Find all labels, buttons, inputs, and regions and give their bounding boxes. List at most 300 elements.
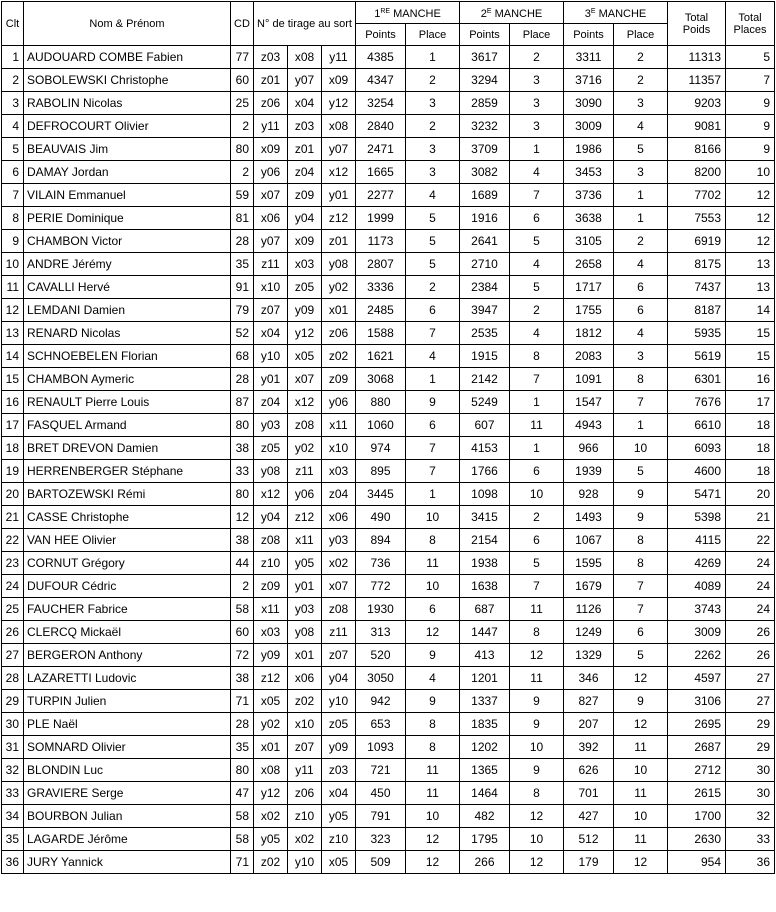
cell-draw-1: z10 <box>254 552 288 575</box>
cell-cd: 60 <box>231 621 254 644</box>
cell-place-1: 3 <box>406 138 460 161</box>
table-row <box>2 575 775 598</box>
cell-place-2: 7 <box>510 184 564 207</box>
cell-total-poids: 9203 <box>668 92 726 115</box>
cell-draw-2: z09 <box>288 184 322 207</box>
cell-points-2: 1766 <box>460 460 510 483</box>
cell-points-3: 827 <box>564 690 614 713</box>
cell-place-3: 11 <box>614 736 668 759</box>
cell-place-2: 4 <box>510 322 564 345</box>
cell-points-1: 1093 <box>356 736 406 759</box>
cell-place-2: 8 <box>510 621 564 644</box>
cell-draw-3: y06 <box>322 391 356 414</box>
cell-place-3: 9 <box>614 690 668 713</box>
cell-place-3: 7 <box>614 391 668 414</box>
cell-place-3: 8 <box>614 552 668 575</box>
cell-place-1: 5 <box>406 253 460 276</box>
cell-draw-2: x09 <box>288 230 322 253</box>
cell-points-2: 1337 <box>460 690 510 713</box>
cell-draw-3: x11 <box>322 414 356 437</box>
header-total-places <box>726 2 775 46</box>
cell-draw-3: y05 <box>322 805 356 828</box>
table-row <box>2 759 775 782</box>
cell-place-3: 4 <box>614 115 668 138</box>
cell-cd: 2 <box>231 115 254 138</box>
cell-name: LEMDANI Damien <box>24 299 231 322</box>
cell-draw-1: y05 <box>254 828 288 851</box>
cell-points-2: 2710 <box>460 253 510 276</box>
cell-points-3: 1812 <box>564 322 614 345</box>
cell-total-poids: 954 <box>668 851 726 874</box>
cell-total-poids: 3106 <box>668 690 726 713</box>
cell-cd: 28 <box>231 368 254 391</box>
cell-points-1: 3068 <box>356 368 406 391</box>
cell-name: SOBOLEWSKI Christophe <box>24 69 231 92</box>
table-row <box>2 115 775 138</box>
cell-draw-3: z11 <box>322 621 356 644</box>
table-header <box>2 2 775 46</box>
table-row <box>2 736 775 759</box>
cell-total-places: 10 <box>726 161 775 184</box>
table-row <box>2 161 775 184</box>
cell-cd: 44 <box>231 552 254 575</box>
cell-draw-1: z06 <box>254 92 288 115</box>
cell-place-3: 10 <box>614 759 668 782</box>
cell-total-poids: 7437 <box>668 276 726 299</box>
cell-name: PLE Naël <box>24 713 231 736</box>
cell-draw-3: x12 <box>322 161 356 184</box>
round-2-suffix: E <box>486 7 492 15</box>
cell-points-3: 701 <box>564 782 614 805</box>
cell-total-places: 36 <box>726 851 775 874</box>
cell-draw-2: y12 <box>288 322 322 345</box>
cell-draw-1: x08 <box>254 759 288 782</box>
cell-place-3: 2 <box>614 69 668 92</box>
header-draw-number: N° de tirage au sort <box>254 2 356 46</box>
cell-draw-3: y02 <box>322 276 356 299</box>
cell-place-1: 9 <box>406 690 460 713</box>
table-row <box>2 299 775 322</box>
cell-name: BLONDIN Luc <box>24 759 231 782</box>
cell-points-3: 392 <box>564 736 614 759</box>
table-row <box>2 92 775 115</box>
cell-total-places: 24 <box>726 552 775 575</box>
cell-total-poids: 6301 <box>668 368 726 391</box>
cell-rank: 14 <box>2 345 24 368</box>
cell-points-1: 721 <box>356 759 406 782</box>
cell-draw-1: z09 <box>254 575 288 598</box>
cell-place-3: 12 <box>614 667 668 690</box>
cell-draw-3: y08 <box>322 253 356 276</box>
cell-draw-1: z11 <box>254 253 288 276</box>
cell-cd: 52 <box>231 322 254 345</box>
cell-place-1: 5 <box>406 230 460 253</box>
header-points-2: Points <box>460 24 510 46</box>
results-table <box>1 1 775 874</box>
cell-draw-1: x06 <box>254 207 288 230</box>
cell-name: BRET DREVON Damien <box>24 437 231 460</box>
cell-total-poids: 2687 <box>668 736 726 759</box>
cell-points-2: 687 <box>460 598 510 621</box>
cell-points-1: 3254 <box>356 92 406 115</box>
cell-points-1: 509 <box>356 851 406 874</box>
cell-cd: 28 <box>231 713 254 736</box>
cell-place-1: 1 <box>406 483 460 506</box>
cell-total-places: 20 <box>726 483 775 506</box>
cell-total-places: 15 <box>726 345 775 368</box>
cell-points-2: 1098 <box>460 483 510 506</box>
cell-draw-1: x04 <box>254 322 288 345</box>
cell-rank: 11 <box>2 276 24 299</box>
cell-rank: 15 <box>2 368 24 391</box>
cell-draw-2: z05 <box>288 276 322 299</box>
cell-total-poids: 8175 <box>668 253 726 276</box>
cell-name: RABOLIN Nicolas <box>24 92 231 115</box>
cell-total-poids: 2695 <box>668 713 726 736</box>
cell-draw-1: x10 <box>254 276 288 299</box>
cell-draw-3: x08 <box>322 115 356 138</box>
cell-draw-1: z08 <box>254 529 288 552</box>
cell-place-1: 12 <box>406 851 460 874</box>
cell-points-2: 1915 <box>460 345 510 368</box>
cell-points-3: 928 <box>564 483 614 506</box>
cell-name: DAMAY Jordan <box>24 161 231 184</box>
cell-draw-3: z02 <box>322 345 356 368</box>
cell-rank: 2 <box>2 69 24 92</box>
cell-name: CASSE Christophe <box>24 506 231 529</box>
cell-total-places: 9 <box>726 138 775 161</box>
cell-place-1: 3 <box>406 92 460 115</box>
cell-points-1: 4347 <box>356 69 406 92</box>
cell-points-2: 482 <box>460 805 510 828</box>
cell-total-poids: 6610 <box>668 414 726 437</box>
cell-draw-2: y09 <box>288 299 322 322</box>
cell-total-places: 18 <box>726 460 775 483</box>
cell-draw-2: x05 <box>288 345 322 368</box>
table-row <box>2 552 775 575</box>
cell-draw-2: y03 <box>288 598 322 621</box>
cell-place-2: 12 <box>510 805 564 828</box>
cell-place-2: 2 <box>510 506 564 529</box>
table-row <box>2 368 775 391</box>
cell-place-3: 5 <box>614 460 668 483</box>
cell-cd: 68 <box>231 345 254 368</box>
cell-points-1: 880 <box>356 391 406 414</box>
cell-place-2: 5 <box>510 276 564 299</box>
cell-rank: 24 <box>2 575 24 598</box>
cell-place-1: 2 <box>406 69 460 92</box>
cell-place-2: 2 <box>510 299 564 322</box>
header-round-3 <box>564 2 668 24</box>
cell-place-3: 10 <box>614 805 668 828</box>
cell-rank: 26 <box>2 621 24 644</box>
cell-rank: 7 <box>2 184 24 207</box>
cell-total-poids: 2712 <box>668 759 726 782</box>
cell-draw-2: y07 <box>288 69 322 92</box>
cell-cd: 72 <box>231 644 254 667</box>
table-row <box>2 529 775 552</box>
cell-name: DUFOUR Cédric <box>24 575 231 598</box>
cell-total-poids: 11313 <box>668 46 726 69</box>
cell-draw-2: y04 <box>288 207 322 230</box>
cell-place-1: 10 <box>406 506 460 529</box>
cell-total-poids: 8166 <box>668 138 726 161</box>
cell-place-3: 5 <box>614 138 668 161</box>
cell-cd: 38 <box>231 437 254 460</box>
cell-total-places: 18 <box>726 414 775 437</box>
cell-points-3: 626 <box>564 759 614 782</box>
table-row <box>2 644 775 667</box>
cell-total-places: 29 <box>726 713 775 736</box>
cell-draw-1: y01 <box>254 368 288 391</box>
cell-points-3: 3090 <box>564 92 614 115</box>
cell-rank: 10 <box>2 253 24 276</box>
cell-total-places: 24 <box>726 598 775 621</box>
cell-points-2: 413 <box>460 644 510 667</box>
table-row <box>2 460 775 483</box>
cell-place-2: 8 <box>510 782 564 805</box>
cell-points-1: 895 <box>356 460 406 483</box>
cell-rank: 30 <box>2 713 24 736</box>
cell-points-3: 1755 <box>564 299 614 322</box>
header-total-poids <box>668 2 726 46</box>
cell-draw-3: z10 <box>322 828 356 851</box>
cell-draw-2: x08 <box>288 46 322 69</box>
round-3-label: MANCHE <box>595 7 647 20</box>
cell-name: BARTOZEWSKI Rémi <box>24 483 231 506</box>
cell-points-1: 1999 <box>356 207 406 230</box>
round-3-number: 3 <box>584 7 591 20</box>
cell-name: SCHNOEBELEN Florian <box>24 345 231 368</box>
cell-place-2: 11 <box>510 667 564 690</box>
cell-place-2: 1 <box>510 138 564 161</box>
table-row <box>2 828 775 851</box>
cell-points-3: 1547 <box>564 391 614 414</box>
cell-place-3: 4 <box>614 322 668 345</box>
cell-total-poids: 6093 <box>668 437 726 460</box>
cell-cd: 35 <box>231 253 254 276</box>
cell-place-2: 12 <box>510 851 564 874</box>
cell-name: VILAIN Emmanuel <box>24 184 231 207</box>
table-row <box>2 437 775 460</box>
cell-total-places: 16 <box>726 368 775 391</box>
cell-draw-1: y10 <box>254 345 288 368</box>
cell-draw-3: x02 <box>322 552 356 575</box>
cell-place-3: 4 <box>614 253 668 276</box>
cell-points-1: 736 <box>356 552 406 575</box>
cell-points-1: 2471 <box>356 138 406 161</box>
cell-total-poids: 5935 <box>668 322 726 345</box>
cell-draw-3: x05 <box>322 851 356 874</box>
cell-place-3: 7 <box>614 575 668 598</box>
cell-place-3: 6 <box>614 299 668 322</box>
cell-points-1: 4385 <box>356 46 406 69</box>
cell-points-1: 653 <box>356 713 406 736</box>
cell-name: ANDRE Jérémy <box>24 253 231 276</box>
cell-place-3: 9 <box>614 506 668 529</box>
cell-cd: 80 <box>231 414 254 437</box>
cell-points-2: 2535 <box>460 322 510 345</box>
cell-total-poids: 7553 <box>668 207 726 230</box>
cell-place-3: 3 <box>614 92 668 115</box>
cell-points-3: 1067 <box>564 529 614 552</box>
cell-points-2: 2384 <box>460 276 510 299</box>
cell-rank: 18 <box>2 437 24 460</box>
cell-place-1: 4 <box>406 667 460 690</box>
cell-rank: 23 <box>2 552 24 575</box>
cell-points-1: 942 <box>356 690 406 713</box>
cell-place-3: 11 <box>614 828 668 851</box>
table-row <box>2 207 775 230</box>
table-row <box>2 805 775 828</box>
cell-points-2: 1916 <box>460 207 510 230</box>
cell-rank: 17 <box>2 414 24 437</box>
cell-draw-2: z06 <box>288 782 322 805</box>
cell-rank: 21 <box>2 506 24 529</box>
cell-total-places: 27 <box>726 690 775 713</box>
header-place-3: Place <box>614 24 668 46</box>
cell-points-2: 3294 <box>460 69 510 92</box>
table-row <box>2 253 775 276</box>
cell-draw-1: z02 <box>254 851 288 874</box>
cell-draw-2: z11 <box>288 460 322 483</box>
cell-total-poids: 2630 <box>668 828 726 851</box>
cell-name: CAVALLI Hervé <box>24 276 231 299</box>
cell-place-3: 6 <box>614 621 668 644</box>
cell-points-3: 3638 <box>564 207 614 230</box>
round-3-suffix: E <box>590 7 596 15</box>
cell-place-1: 10 <box>406 575 460 598</box>
cell-cd: 59 <box>231 184 254 207</box>
header-place-2: Place <box>510 24 564 46</box>
cell-rank: 27 <box>2 644 24 667</box>
cell-points-3: 3453 <box>564 161 614 184</box>
table-row <box>2 713 775 736</box>
cell-cd: 12 <box>231 506 254 529</box>
table-row <box>2 782 775 805</box>
cell-place-1: 10 <box>406 805 460 828</box>
cell-place-1: 4 <box>406 345 460 368</box>
cell-name: FAUCHER Fabrice <box>24 598 231 621</box>
cell-place-1: 8 <box>406 529 460 552</box>
cell-total-places: 30 <box>726 759 775 782</box>
round-1-label: MANCHE <box>390 7 441 20</box>
cell-draw-2: x06 <box>288 667 322 690</box>
cell-name: CHAMBON Aymeric <box>24 368 231 391</box>
cell-rank: 32 <box>2 759 24 782</box>
cell-name: SOMNARD Olivier <box>24 736 231 759</box>
cell-points-3: 1939 <box>564 460 614 483</box>
cell-cd: 87 <box>231 391 254 414</box>
cell-draw-3: x01 <box>322 299 356 322</box>
cell-points-3: 3009 <box>564 115 614 138</box>
cell-draw-1: x01 <box>254 736 288 759</box>
cell-total-poids: 5398 <box>668 506 726 529</box>
cell-place-3: 8 <box>614 529 668 552</box>
cell-points-3: 1329 <box>564 644 614 667</box>
table-row <box>2 184 775 207</box>
cell-cd: 47 <box>231 782 254 805</box>
cell-draw-3: z06 <box>322 322 356 345</box>
cell-name: VAN HEE Olivier <box>24 529 231 552</box>
cell-cd: 58 <box>231 805 254 828</box>
cell-draw-3: y11 <box>322 46 356 69</box>
cell-points-2: 1202 <box>460 736 510 759</box>
cell-rank: 9 <box>2 230 24 253</box>
cell-draw-1: y02 <box>254 713 288 736</box>
cell-points-2: 1795 <box>460 828 510 851</box>
cell-place-2: 3 <box>510 69 564 92</box>
cell-name: TURPIN Julien <box>24 690 231 713</box>
cell-place-1: 9 <box>406 644 460 667</box>
table-row <box>2 276 775 299</box>
cell-rank: 3 <box>2 92 24 115</box>
cell-points-2: 1638 <box>460 575 510 598</box>
cell-cd: 60 <box>231 69 254 92</box>
cell-points-2: 2142 <box>460 368 510 391</box>
cell-place-2: 6 <box>510 460 564 483</box>
cell-draw-2: y10 <box>288 851 322 874</box>
table-row <box>2 69 775 92</box>
header-round-1 <box>356 2 460 24</box>
cell-points-2: 3947 <box>460 299 510 322</box>
cell-points-1: 3336 <box>356 276 406 299</box>
cell-place-2: 1 <box>510 391 564 414</box>
cell-place-3: 2 <box>614 46 668 69</box>
cell-points-3: 966 <box>564 437 614 460</box>
table-row <box>2 414 775 437</box>
round-2-label: MANCHE <box>491 7 543 20</box>
cell-rank: 22 <box>2 529 24 552</box>
cell-place-1: 12 <box>406 621 460 644</box>
cell-place-1: 2 <box>406 276 460 299</box>
cell-place-2: 6 <box>510 529 564 552</box>
cell-points-1: 1665 <box>356 161 406 184</box>
cell-place-2: 4 <box>510 161 564 184</box>
cell-place-3: 1 <box>614 414 668 437</box>
cell-points-1: 450 <box>356 782 406 805</box>
cell-draw-1: y09 <box>254 644 288 667</box>
cell-cd: 2 <box>231 575 254 598</box>
cell-points-1: 313 <box>356 621 406 644</box>
header-points-3: Points <box>564 24 614 46</box>
cell-points-2: 266 <box>460 851 510 874</box>
cell-points-1: 3050 <box>356 667 406 690</box>
total-poids-line-1: Total <box>684 11 709 24</box>
cell-draw-2: x03 <box>288 253 322 276</box>
cell-rank: 25 <box>2 598 24 621</box>
table-row <box>2 345 775 368</box>
cell-draw-1: z05 <box>254 437 288 460</box>
cell-cd: 81 <box>231 207 254 230</box>
cell-place-2: 1 <box>510 437 564 460</box>
cell-place-3: 11 <box>614 782 668 805</box>
cell-place-2: 5 <box>510 230 564 253</box>
header-round-2 <box>460 2 564 24</box>
cell-place-2: 6 <box>510 207 564 230</box>
cell-name: HERRENBERGER Stéphane <box>24 460 231 483</box>
cell-place-1: 8 <box>406 713 460 736</box>
cell-place-3: 8 <box>614 368 668 391</box>
cell-place-2: 10 <box>510 828 564 851</box>
cell-points-2: 4153 <box>460 437 510 460</box>
cell-draw-1: y08 <box>254 460 288 483</box>
cell-draw-3: y04 <box>322 667 356 690</box>
cell-rank: 20 <box>2 483 24 506</box>
cell-points-3: 346 <box>564 667 614 690</box>
table-row <box>2 690 775 713</box>
cell-points-1: 1621 <box>356 345 406 368</box>
